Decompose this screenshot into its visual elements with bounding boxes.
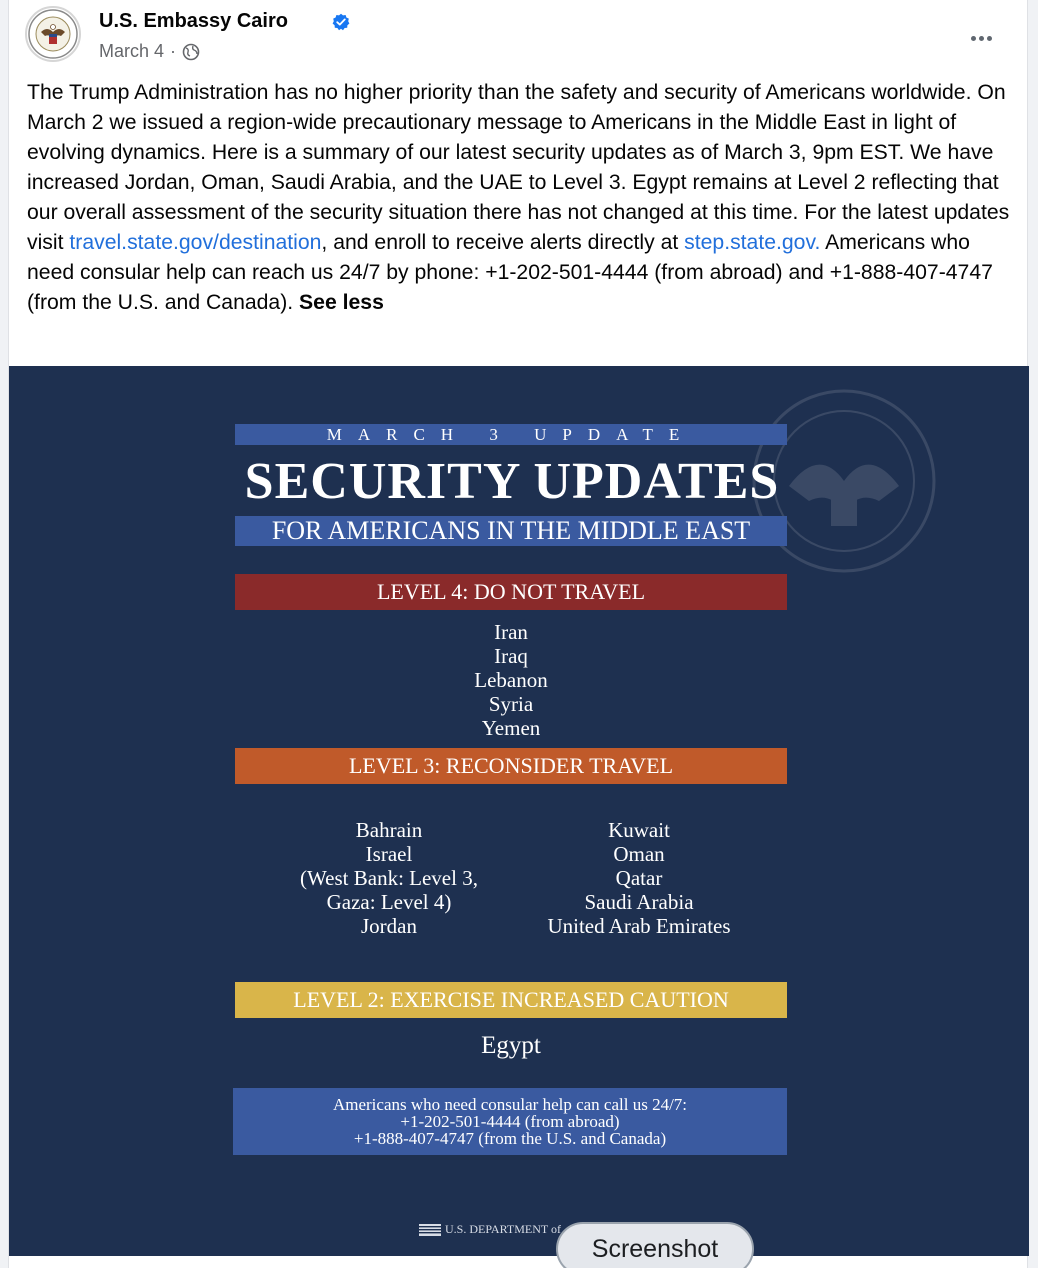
facebook-post-card bbox=[8, 0, 1028, 1268]
more-dot-icon bbox=[979, 36, 984, 41]
list-item: Yemen bbox=[481, 716, 541, 740]
globe-icon bbox=[182, 43, 200, 61]
graphic-subtitle: FOR AMERICANS IN THE MIDDLE EAST bbox=[235, 516, 787, 546]
see-less-button[interactable]: See less bbox=[299, 291, 384, 314]
more-dot-icon bbox=[987, 36, 992, 41]
flag-icon bbox=[419, 1224, 441, 1236]
list-item: Gaza: Level 4) bbox=[326, 890, 452, 914]
department-label: U.S. DEPARTMENT of bbox=[445, 1222, 561, 1236]
list-item: Lebanon bbox=[474, 668, 548, 692]
more-options-button[interactable] bbox=[963, 20, 999, 56]
post-text-part-1: The Trump Administration has no higher priority than the safety and security of Americans worldwide. On March 2 we issued a region-wide precautionary message to Americans in the Middle East in light of evolving dynamics. Here is a summary of our latest security updates as of March 3, 9pm EST. We have increased Jordan, Oman, Saudi Arabia, and the UAE to Level 3. Egypt remains at Level 2 reflecting that our overall assessment of the security situation there has not changed at this time. For the latest updates visit bbox=[27, 81, 1010, 254]
list-item: Iran bbox=[494, 620, 528, 644]
post-header bbox=[25, 4, 1011, 66]
level-3-banner: LEVEL 3: RECONSIDER TRAVEL bbox=[235, 748, 787, 784]
post-text-part-2: , and enroll to receive alerts directly at bbox=[321, 231, 685, 254]
page-avatar[interactable] bbox=[25, 6, 81, 62]
graphic-title: SECURITY UPDATES bbox=[244, 453, 780, 510]
update-kicker-banner: MARCH 3 UPDATE bbox=[235, 424, 787, 445]
travel-state-gov-link[interactable]: travel.state.gov/destination bbox=[69, 231, 322, 254]
level-4-country-list bbox=[409, 620, 613, 740]
level-3-country-list-right bbox=[519, 818, 759, 938]
level-3-country-list-left bbox=[269, 818, 509, 938]
consular-line-2: +1-202-501-4444 (from abroad) bbox=[400, 1112, 620, 1131]
list-item: (West Bank: Level 3, bbox=[300, 866, 478, 890]
consular-line-3: +1-888-407-4747 (from the U.S. and Canada) bbox=[353, 1129, 667, 1148]
more-dot-icon bbox=[971, 36, 976, 41]
consular-line-1: Americans who need consular help can call us 24/7: bbox=[332, 1095, 688, 1114]
level-2-country: Egypt bbox=[481, 1032, 541, 1059]
list-item: United Arab Emirates bbox=[547, 914, 731, 938]
department-footer bbox=[419, 1222, 561, 1237]
list-item: Oman bbox=[613, 842, 665, 866]
list-item: Bahrain bbox=[355, 818, 423, 842]
post-meta bbox=[99, 41, 200, 62]
list-item: Jordan bbox=[361, 914, 417, 938]
step-state-gov-link[interactable]: step.state.gov. bbox=[684, 231, 821, 254]
post-text-part-3: Americans who need consular help can reach us 24/7 by phone: +1-202-501-4444 (from abroad) and +1-888-407-4747 (from the U.S. and Canada). bbox=[27, 231, 993, 314]
consular-contact-box bbox=[233, 1088, 787, 1155]
page-name[interactable]: U.S. Embassy Cairo bbox=[99, 10, 288, 32]
embassy-seal-icon bbox=[27, 8, 79, 60]
meta-separator: · bbox=[170, 41, 177, 61]
verified-badge-icon bbox=[332, 13, 350, 31]
list-item: Kuwait bbox=[608, 818, 670, 842]
security-update-graphic[interactable] bbox=[9, 366, 1029, 1256]
post-body-text bbox=[27, 78, 1017, 318]
list-item: Saudi Arabia bbox=[584, 890, 694, 914]
screenshot-button[interactable]: Screenshot bbox=[556, 1222, 754, 1268]
list-item: Iraq bbox=[494, 644, 528, 668]
post-date[interactable]: March 4 bbox=[99, 41, 165, 61]
level-4-banner: LEVEL 4: DO NOT TRAVEL bbox=[235, 574, 787, 610]
list-item: Qatar bbox=[615, 866, 663, 890]
list-item: Israel bbox=[365, 842, 413, 866]
level-2-banner: LEVEL 2: EXERCISE INCREASED CAUTION bbox=[235, 982, 787, 1018]
list-item: Syria bbox=[488, 692, 534, 716]
